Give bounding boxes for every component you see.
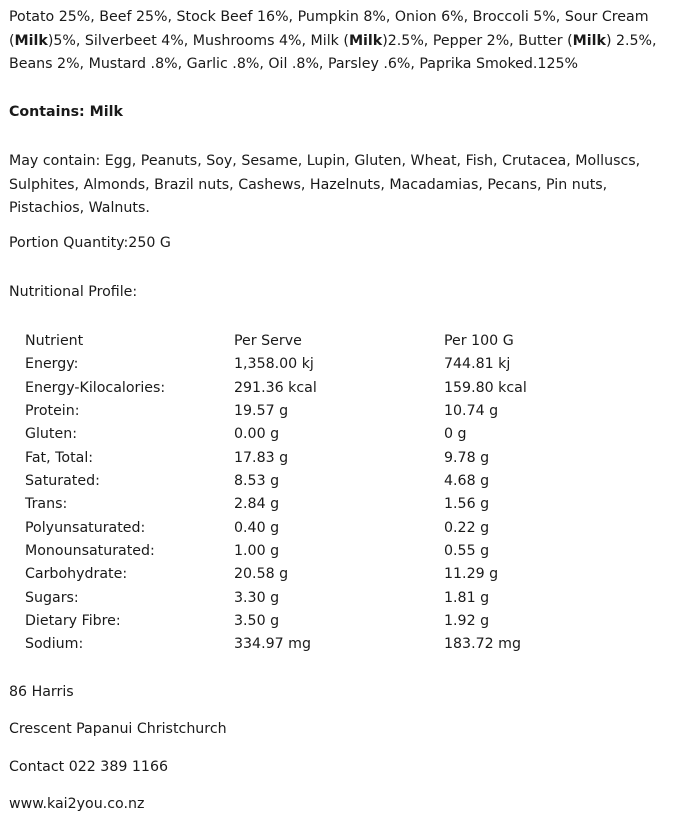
per-serve-value: 1.00 g	[234, 543, 280, 560]
per-100g-value: 744.81 kj	[444, 356, 511, 373]
per-serve-value: 0.40 g	[234, 519, 280, 536]
nutrient-name: Dietary Fibre:	[25, 613, 121, 630]
nutrient-name: Polyunsaturated:	[25, 519, 146, 536]
allergen-highlight: Milk	[572, 32, 606, 49]
contains-allergens: Contains: Milk	[9, 104, 123, 120]
per-serve-value: 1,358.00 kj	[234, 356, 314, 373]
ingredient-segment: Potato 25%, Beef 25%, Stock Beef 16%, Pumpkin 8%, Onion 6%, Broccoli 5%, Sour Cream (	[9, 9, 649, 49]
per-100g-value: 0 g	[444, 426, 467, 443]
table-row	[25, 633, 564, 656]
header-nutrient: Nutrient	[25, 333, 84, 349]
table-row	[25, 423, 564, 446]
per-serve-value: 17.83 g	[234, 449, 289, 466]
nutrient-name: Energy-Kilocalories:	[25, 379, 166, 396]
table-row	[25, 447, 564, 470]
nutrient-name: Saturated:	[25, 473, 100, 490]
nutrition-table-header-row	[25, 330, 564, 353]
table-row	[25, 353, 564, 376]
per-100g-value: 1.56 g	[444, 496, 490, 513]
per-serve-value: 3.50 g	[234, 613, 280, 630]
ingredient-segment: )5%, Silverbeet 4%, Mushrooms 4%, Milk (	[47, 32, 349, 49]
per-100g-value: 10.74 g	[444, 403, 499, 420]
nutrient-name: Energy:	[25, 356, 79, 373]
per-serve-value: 291.36 kcal	[234, 379, 317, 396]
portion-quantity: Portion Quantity:250 G	[9, 235, 171, 251]
nutrient-name: Fat, Total:	[25, 449, 94, 466]
per-100g-value: 4.68 g	[444, 473, 490, 490]
per-serve-value: 19.57 g	[234, 403, 289, 420]
contact-phone: Contact 022 389 1166	[9, 759, 168, 775]
address-line-2: Crescent Papanui Christchurch	[9, 721, 227, 737]
per-100g-value: 0.55 g	[444, 543, 490, 560]
per-serve-value: 334.97 mg	[234, 636, 311, 653]
table-row	[25, 377, 564, 400]
nutrient-name: Carbohydrate:	[25, 566, 128, 583]
nutrient-name: Protein:	[25, 403, 80, 420]
table-row	[25, 540, 564, 563]
nutrient-name: Sodium:	[25, 636, 84, 653]
per-serve-value: 2.84 g	[234, 496, 280, 513]
nutrient-name: Gluten:	[25, 426, 77, 443]
may-contain-allergens: May contain: Egg, Peanuts, Soy, Sesame, Lupin, Gluten, Wheat, Fish, Crutacea, Molluscs, Sulphites, Almonds, Brazil nuts, Cashews, Hazelnuts, Macadamias, Pecans, Pin nuts, Pistachios, Walnuts.	[9, 153, 641, 216]
table-row	[25, 563, 564, 586]
header-per-serve: Per Serve	[234, 333, 302, 349]
address-line-1: 86 Harris	[9, 684, 74, 700]
table-row	[25, 493, 564, 516]
per-100g-value: 183.72 mg	[444, 636, 521, 653]
ingredient-segment: )2.5%, Pepper 2%, Butter (	[382, 32, 573, 49]
nutrient-name: Trans:	[25, 496, 68, 513]
website-text: www.kai2you.co.nz	[9, 796, 145, 812]
table-row	[25, 470, 564, 493]
ingredients-text	[9, 6, 679, 77]
per-100g-value: 1.92 g	[444, 613, 490, 630]
per-100g-value: 1.81 g	[444, 589, 490, 606]
per-100g-value: 159.80 kcal	[444, 379, 527, 396]
table-row	[25, 400, 564, 423]
per-serve-value: 8.53 g	[234, 473, 280, 490]
table-row	[25, 517, 564, 540]
nutrient-name: Monounsaturated:	[25, 543, 155, 560]
table-row	[25, 587, 564, 610]
nutrition-table	[25, 330, 564, 657]
ingredient-segment: ) 2.5%, Beans 2%, Mustard .8%, Garlic .8%, Oil .8%, Parsley .6%, Paprika Smoked.125%	[9, 32, 657, 72]
allergen-highlight: Milk	[14, 32, 48, 49]
per-100g-value: 11.29 g	[444, 566, 499, 583]
nutritional-profile-title: Nutritional Profile:	[9, 284, 138, 300]
header-per-100g: Per 100 G	[444, 333, 514, 349]
nutrient-name: Sugars:	[25, 589, 79, 606]
per-100g-value: 9.78 g	[444, 449, 490, 466]
per-100g-value: 0.22 g	[444, 519, 490, 536]
per-serve-value: 3.30 g	[234, 589, 280, 606]
per-serve-value: 0.00 g	[234, 426, 280, 443]
per-serve-value: 20.58 g	[234, 566, 289, 583]
allergen-highlight: Milk	[348, 32, 383, 49]
table-row	[25, 610, 564, 633]
